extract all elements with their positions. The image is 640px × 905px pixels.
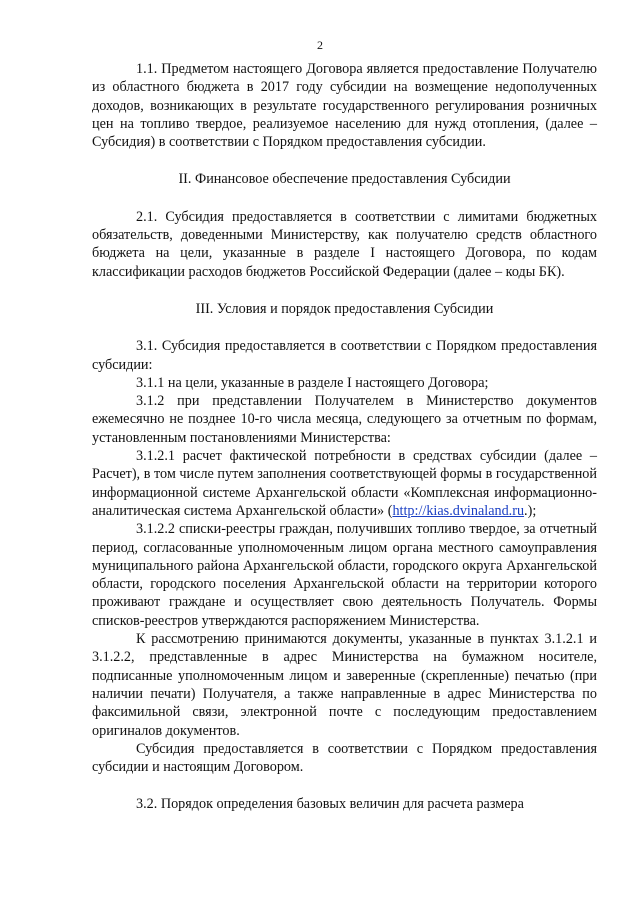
clause-3-1-2-1-tail: .); (524, 502, 537, 519)
clause-1-1: 1.1. Предметом настоящего Договора является предоставление Получателю из областного бюджета в 2017 году субсидии на возмещение недополученных доходов, возникающих в результате государственного регулирования розничных цен на топливо твердое, реализуемое населению для нужд отопления, (далее – Субсидия) в соответствии с Порядком предоставления субсидии. (92, 61, 597, 151)
clause-2-1: 2.1. Субсидия предоставляется в соответствии с лимитами бюджетных обязательств, доведенными Министерству, как получателю средств областного бюджета на цели, указанные в разделе I настоящего Договора, по кодам классификации расходов бюджетов Российской Федерации (далее – коды БК). (92, 208, 597, 280)
clause-3-1-2-2: 3.1.2.2 списки-реестры граждан, получивших топливо твердое, за отчетный период, согласованные уполномоченным лицом органа местного самоуправления муниципального района Архангельской области, городского округа Архангельской области, городского поселения Архангельской области на территории которого проживают граждане и осуществляет свою деятельность Получатель. Формы списков-реестров утверждаются распоряжением Министерства. (92, 521, 597, 629)
clause-3-1-2-1-text: 3.1.2.1 расчет фактической потребности в средствах субсидии (далее – Расчет), в том числе путем заполнения соответствующей формы в государственной информационной системе Архангельской области «Комплексная информационно-аналитическая система Архангельской области» ( (92, 448, 597, 519)
clause-3-1: 3.1. Субсидия предоставляется в соответствии с Порядком предоставления субсидии: (92, 338, 597, 373)
clause-3-2: 3.2. Порядок определения базовых величин для расчета размера (136, 796, 524, 813)
subsidy-paragraph: Субсидия предоставляется в соответствии с Порядком предоставления субсидии и настоящим Договором. (92, 740, 597, 776)
review-paragraph: К рассмотрению принимаются документы, указанные в пунктах 3.1.2.1 и 3.1.2.2, представленные в адрес Министерства на бумажном носителе, подписанные уполномоченным лицом и заверенные (скрепленные) печатью (при наличии печати) Получателя, а также направленные в адрес Министерства по факсимильной связи, электронной почте с последующим предоставлением оригиналов документов. (92, 631, 597, 739)
document-body (92, 60, 597, 814)
clause-3-1-2-1 (92, 447, 597, 520)
clause-3-1-2: 3.1.2 при представлении Получателем в Министерство документов ежемесячно не позднее 10-го числа месяца, следующего за отчетным по формам, установленным постановлениями Министерства: (92, 393, 597, 446)
section-2-heading: II. Финансовое обеспечение предоставления Субсидии (178, 171, 511, 188)
section-3-heading: III. Условия и порядок предоставления Субсидии (195, 300, 494, 317)
kias-link[interactable]: http://kias.dvinaland.ru (392, 502, 525, 519)
clause-3-1-1: 3.1.1 на цели, указанные в разделе I настоящего Договора; (136, 374, 489, 391)
page-number: 2 (317, 38, 323, 52)
